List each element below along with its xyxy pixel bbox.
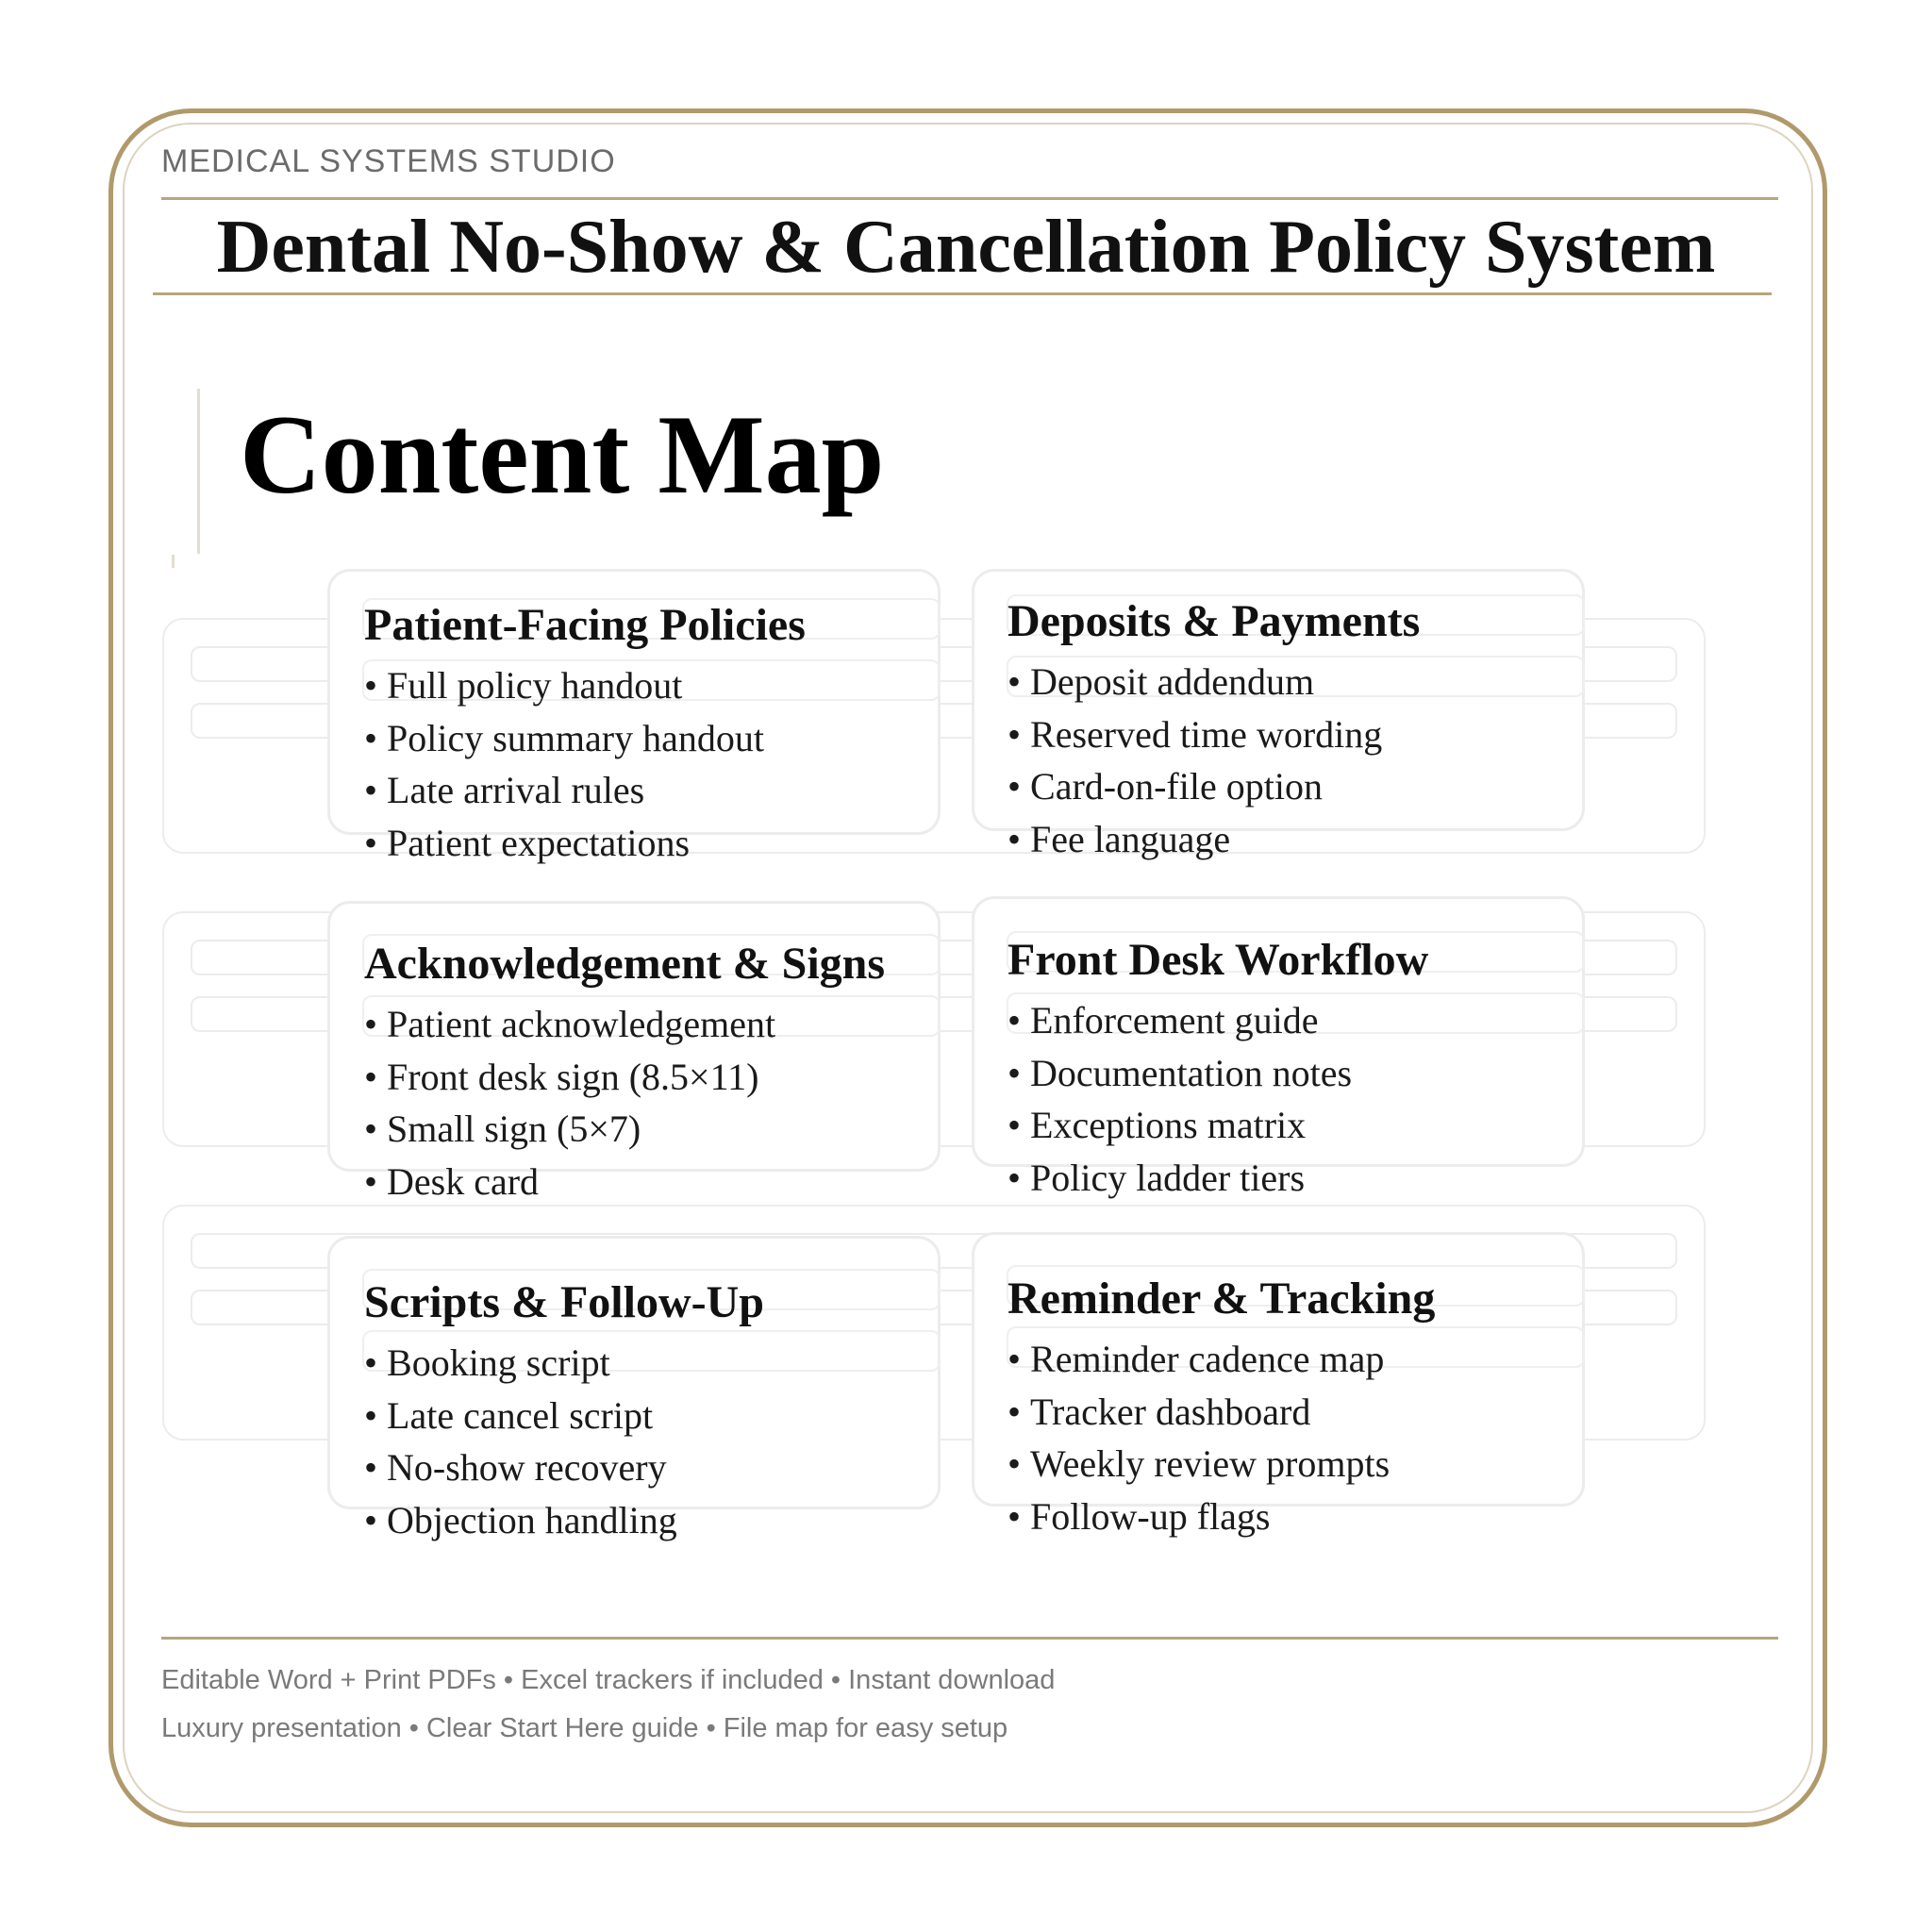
list-item-text: Objection handling <box>387 1498 677 1541</box>
list-item <box>1008 1152 1428 1205</box>
list-item-text: Patient acknowledgement <box>387 1003 776 1045</box>
list-item <box>364 1441 764 1494</box>
bullet: • <box>364 1446 378 1489</box>
card-title: Acknowledgement & Signs <box>364 939 886 989</box>
list-item-text: Policy summary handout <box>387 716 764 759</box>
card-patient-facing-policies <box>364 597 806 869</box>
list-item-text: Enforcement guide <box>1030 999 1319 1041</box>
card-deposits-payments <box>1008 593 1420 865</box>
bullet: • <box>364 1003 378 1045</box>
card-scripts-follow-up <box>364 1274 764 1546</box>
list-item-text: Front desk sign (8.5×11) <box>387 1055 759 1098</box>
list-item <box>364 1103 885 1156</box>
brand-label: MEDICAL SYSTEMS STUDIO <box>161 143 616 179</box>
bullet: • <box>1008 765 1022 808</box>
card-title: Patient-Facing Policies <box>364 600 806 650</box>
list-item <box>1008 708 1420 761</box>
footer-line-2: Luxury presentation • Clear Start Here guide • File map for easy setup <box>161 1713 1008 1743</box>
list-item-text: Policy ladder tiers <box>1030 1156 1306 1199</box>
card-title: Scripts & Follow-Up <box>364 1277 764 1327</box>
list-item <box>1008 1386 1435 1439</box>
list-item-text: Follow-up flags <box>1030 1494 1271 1538</box>
footer-line-1: Editable Word + Print PDFs • Excel trackers if included • Instant download <box>161 1665 1056 1695</box>
list-item <box>1008 813 1420 866</box>
list-item <box>364 1051 885 1104</box>
list-item-text: Desk card <box>387 1159 540 1203</box>
accent-bar <box>197 389 200 554</box>
list-item-text: Patient expectations <box>387 821 691 864</box>
bullet: • <box>364 1108 378 1150</box>
list-item-text: Card-on-file option <box>1030 765 1323 808</box>
list-item <box>1008 1099 1428 1152</box>
bullet: • <box>1008 817 1022 860</box>
bullet: • <box>364 1341 378 1384</box>
list-item <box>364 1494 764 1547</box>
list-item-text: Exceptions matrix <box>1030 1104 1307 1146</box>
list-item <box>1008 1438 1435 1491</box>
bullet: • <box>364 716 378 759</box>
bullet: • <box>364 664 378 707</box>
list-item-text: Weekly review prompts <box>1030 1442 1391 1485</box>
card-reminder-tracking <box>1008 1271 1435 1542</box>
card-title: Reminder & Tracking <box>1008 1274 1436 1324</box>
footer-rule <box>161 1637 1778 1640</box>
list-item <box>364 712 806 765</box>
bullet: • <box>364 769 378 811</box>
list-item <box>364 998 885 1051</box>
bullet: • <box>364 1159 378 1203</box>
list-item <box>1008 1491 1435 1543</box>
card-title: Front Desk Workflow <box>1008 935 1429 985</box>
card-list <box>364 998 885 1208</box>
list-item <box>364 817 806 870</box>
card-list <box>1008 656 1420 865</box>
card-list <box>1008 1333 1435 1542</box>
bullet: • <box>364 821 378 864</box>
list-item-text: Full policy handout <box>387 664 683 707</box>
list-item-text: Booking script <box>387 1341 610 1384</box>
bullet: • <box>1008 1442 1022 1485</box>
section-title: Content Map <box>240 391 885 517</box>
bullet: • <box>1008 1051 1022 1094</box>
list-item <box>364 1337 764 1390</box>
bullet: • <box>1008 1104 1022 1146</box>
bullet: • <box>1008 1156 1022 1199</box>
list-item <box>1008 1047 1428 1100</box>
list-item <box>1008 994 1428 1047</box>
list-item-text: Reminder cadence map <box>1030 1338 1385 1380</box>
header-bottom-rule <box>153 292 1772 295</box>
list-item-text: No-show recovery <box>387 1446 667 1489</box>
list-item-text: Late cancel script <box>387 1393 654 1437</box>
list-item <box>1008 656 1420 708</box>
bullet: • <box>1008 660 1022 703</box>
bullet: • <box>364 1498 378 1541</box>
list-item <box>364 1390 764 1442</box>
bullet: • <box>1008 999 1022 1041</box>
list-item-text: Reserved time wording <box>1030 712 1383 756</box>
list-item-text: Tracker dashboard <box>1030 1390 1311 1433</box>
card-list <box>1008 994 1428 1204</box>
card-acknowledgement-signs <box>364 936 885 1208</box>
card-front-desk-workflow <box>1008 932 1428 1204</box>
card-list <box>364 659 806 869</box>
list-item <box>1008 1333 1435 1386</box>
list-item-text: Late arrival rules <box>387 769 645 811</box>
list-item <box>364 659 806 712</box>
list-item <box>364 1156 885 1208</box>
accent-mark <box>172 555 175 568</box>
list-item-text: Documentation notes <box>1030 1051 1353 1094</box>
card-list <box>364 1337 764 1546</box>
bullet: • <box>1008 1390 1022 1433</box>
list-item <box>364 764 806 817</box>
bullet: • <box>1008 1494 1022 1538</box>
page-title: Dental No-Show & Cancellation Policy System <box>216 206 1716 289</box>
list-item <box>1008 760 1420 813</box>
bullet: • <box>1008 1338 1022 1380</box>
list-item-text: Deposit addendum <box>1030 660 1315 703</box>
bullet: • <box>1008 712 1022 756</box>
bullet: • <box>364 1393 378 1437</box>
list-item-text: Small sign (5×7) <box>387 1108 641 1150</box>
bullet: • <box>364 1055 378 1098</box>
list-item-text: Fee language <box>1030 817 1231 860</box>
card-title: Deposits & Payments <box>1008 596 1421 646</box>
